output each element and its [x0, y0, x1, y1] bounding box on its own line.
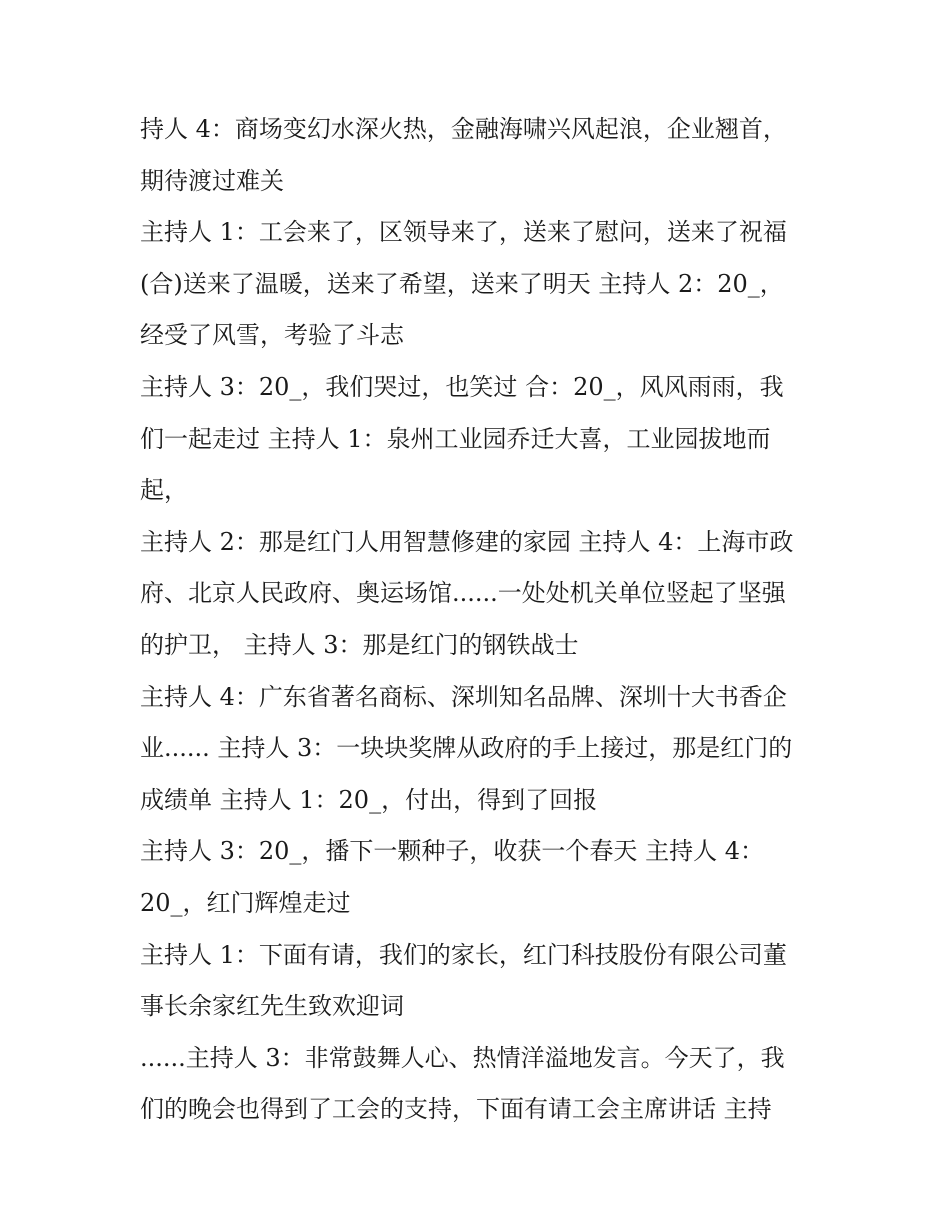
paragraph [140, 930, 820, 1033]
text-line: 持人 4：商场变幻水深火热，金融海啸兴风起浪，企业翘首， [140, 115, 787, 143]
text-line: 主持人 1：下面有请，我们的家长，红门科技股份有限公司董 [140, 940, 787, 969]
text-line: 起， [140, 476, 188, 505]
text-line: 的护卫， 主持人 3：那是红门的钢铁战士 [140, 630, 579, 659]
text-line: ......主持人 3：非常鼓舞人心、热情洋溢地发言。今天了，我 [140, 1043, 785, 1072]
text-line: 主持人 3：20_，我们哭过，也笑过 合：20_，风风雨雨，我 [140, 372, 784, 401]
text-line: 们一起走过 主持人 1：泉州工业园乔迁大喜，工业园拔地而 [140, 424, 771, 453]
text-line: 成绩单 主持人 1：20_，付出，得到了回报 [140, 785, 598, 814]
text-line: 经受了风雪，考验了斗志 [140, 321, 404, 350]
text-line: 20_，红门辉煌走过 [140, 888, 351, 917]
text-line: 府、北京人民政府、奥运场馆......一处处机关单位竖起了坚强 [140, 579, 786, 608]
text-line: (合)送来了温暖，送来了希望，送来了明天 主持人 2：20_， [140, 269, 784, 298]
paragraph [140, 826, 820, 929]
paragraph [140, 1033, 820, 1136]
paragraph [140, 672, 820, 827]
text-line: 期待渡过难关 [140, 166, 284, 195]
document-page [140, 104, 820, 1136]
text-line: 们的晚会也得到了工会的支持，下面有请工会主席讲话 主持 [140, 1095, 772, 1124]
paragraph [140, 104, 820, 207]
text-line: 主持人 4：广东省著名商标、深圳知名品牌、深圳十大书香企 [140, 682, 787, 711]
text-line: 主持人 1：工会来了，区领导来了，送来了慰问，送来了祝福 [140, 218, 787, 247]
text-line: 业...... 主持人 3：一块块奖牌从政府的手上接过，那是红门的 [140, 734, 793, 763]
paragraph [140, 207, 820, 362]
text-line: 主持人 2：那是红门人用智慧修建的家园 主持人 4：上海市政 [140, 527, 794, 556]
paragraph [140, 362, 820, 517]
text-line: 主持人 3：20_，播下一颗种子，收获一个春天 主持人 4： [140, 837, 764, 866]
paragraph [140, 517, 820, 672]
text-line: 事长余家红先生致欢迎词 [140, 992, 404, 1021]
